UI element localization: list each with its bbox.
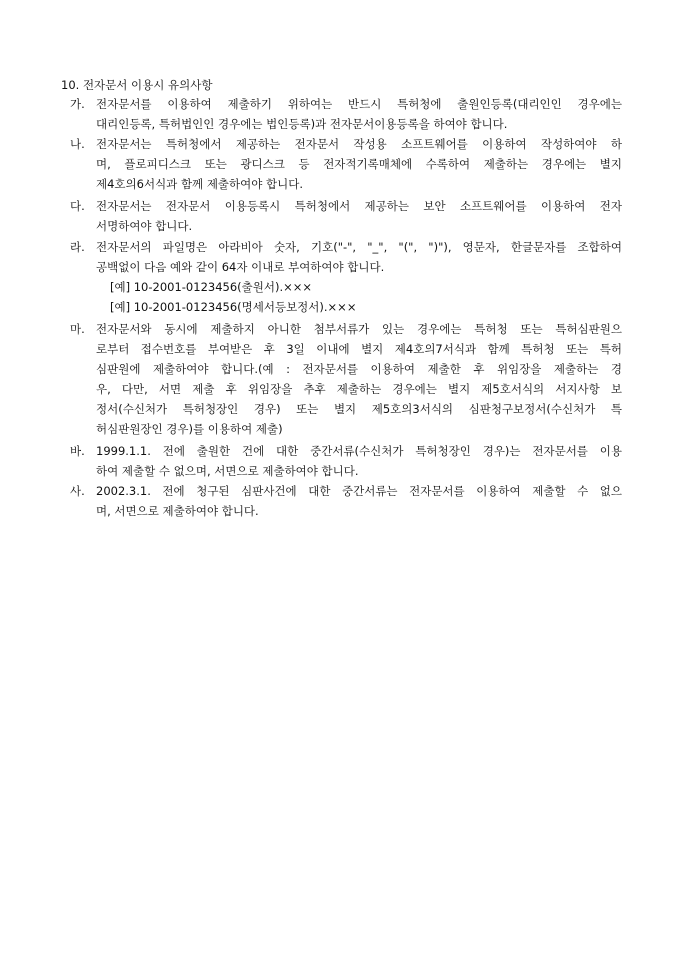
item-marker: 나. bbox=[70, 137, 85, 151]
list-item-na bbox=[70, 134, 622, 194]
item-text: 전자문서의 파일명은 아라비아 숫자, 기호("-", "_", "(", ")"), 영문자, 한글문자를 조합하여 bbox=[96, 240, 622, 254]
item-marker: 라. bbox=[70, 240, 85, 254]
item-line bbox=[70, 481, 622, 501]
item-line: 로부터 접수번호를 부여받은 후 3일 이내에 별지 제4호의7서식과 함께 특허청 또는 특허 bbox=[96, 342, 622, 356]
item-text: 2002.3.1. 전에 청구된 심판사건에 대한 중간서류는 전자문서를 이용하여 제출할 수 없으 bbox=[96, 484, 622, 498]
item-text: 전자문서와 동시에 제출하지 아니한 첨부서류가 있는 경우에는 특허청 또는 특허심판원으 bbox=[96, 322, 622, 336]
section-number: 10. bbox=[61, 78, 80, 92]
item-marker: 사. bbox=[70, 484, 85, 498]
item-line: 서명하여야 합니다. bbox=[96, 219, 193, 233]
item-line: 대리인등록, 특허법인인 경우에는 법인등록)과 전자문서이용등록을 하여야 합니다. bbox=[96, 117, 508, 131]
item-line: 우, 다만, 서면 제출 후 위임장을 추후 제출하는 경우에는 별지 제5호서식의 서지사항 보 bbox=[96, 382, 622, 396]
item-marker: 가. bbox=[70, 97, 85, 111]
list-item-da bbox=[70, 196, 622, 236]
item-line: 허심판원장인 경우)를 이용하여 제출) bbox=[96, 422, 283, 436]
item-line bbox=[70, 134, 622, 154]
item-line bbox=[70, 441, 622, 461]
item-line: 며, 플로피디스크 또는 광디스크 등 전자적기록매체에 수록하여 제출하는 경우에는 별지 bbox=[96, 157, 622, 171]
item-marker: 마. bbox=[70, 322, 85, 336]
item-line: 심판원에 제출하여야 합니다.(예 : 전자문서를 이용하여 제출한 후 위임장을 제출하는 경 bbox=[96, 362, 622, 376]
item-text: 전자문서는 전자문서 이용등록시 특허청에서 제공하는 보안 소프트웨어를 이용하여 전자 bbox=[96, 199, 622, 213]
list-item-sa bbox=[70, 481, 622, 521]
item-line: 정서(수신처가 특허청장인 경우) 또는 별지 제5호의3서식의 심판청구보정서(수신처가 특 bbox=[96, 402, 622, 416]
list-item-ma bbox=[70, 319, 622, 439]
item-line: 공백없이 다음 예와 같이 64자 이내로 부여하여야 합니다. bbox=[96, 260, 385, 274]
item-line: 며, 서면으로 제출하여야 합니다. bbox=[96, 504, 259, 518]
list-item-ga bbox=[70, 94, 622, 134]
item-line: 제4호의6서식과 함께 제출하여야 합니다. bbox=[96, 177, 303, 191]
item-text: 전자문서를 이용하여 제출하기 위하여는 반드시 특허청에 출원인등록(대리인인 경우에는 bbox=[96, 97, 622, 111]
item-line bbox=[70, 196, 622, 216]
example-line: [예] 10-2001-0123456(명세서등보정서).××× bbox=[110, 300, 357, 314]
example-line: [예] 10-2001-0123456(출원서).××× bbox=[110, 280, 313, 294]
item-line bbox=[70, 94, 622, 114]
section-title: 전자문서 이용시 유의사항 bbox=[82, 78, 213, 92]
item-marker: 바. bbox=[70, 444, 85, 458]
item-line bbox=[70, 319, 622, 339]
list-item-ba bbox=[70, 441, 622, 481]
item-line: 하여 제출할 수 없으며, 서면으로 제출하여야 합니다. bbox=[96, 464, 359, 478]
item-text: 1999.1.1. 전에 출원한 건에 대한 중간서류(수신처가 특허청장인 경우)는 전자문서를 이용 bbox=[96, 444, 622, 458]
item-line bbox=[70, 237, 622, 257]
section-heading bbox=[61, 78, 212, 92]
item-marker: 다. bbox=[70, 199, 85, 213]
item-text: 전자문서는 특허청에서 제공하는 전자문서 작성용 소프트웨어를 이용하여 작성하여야 하 bbox=[96, 137, 622, 151]
list-item-ra bbox=[70, 237, 622, 317]
